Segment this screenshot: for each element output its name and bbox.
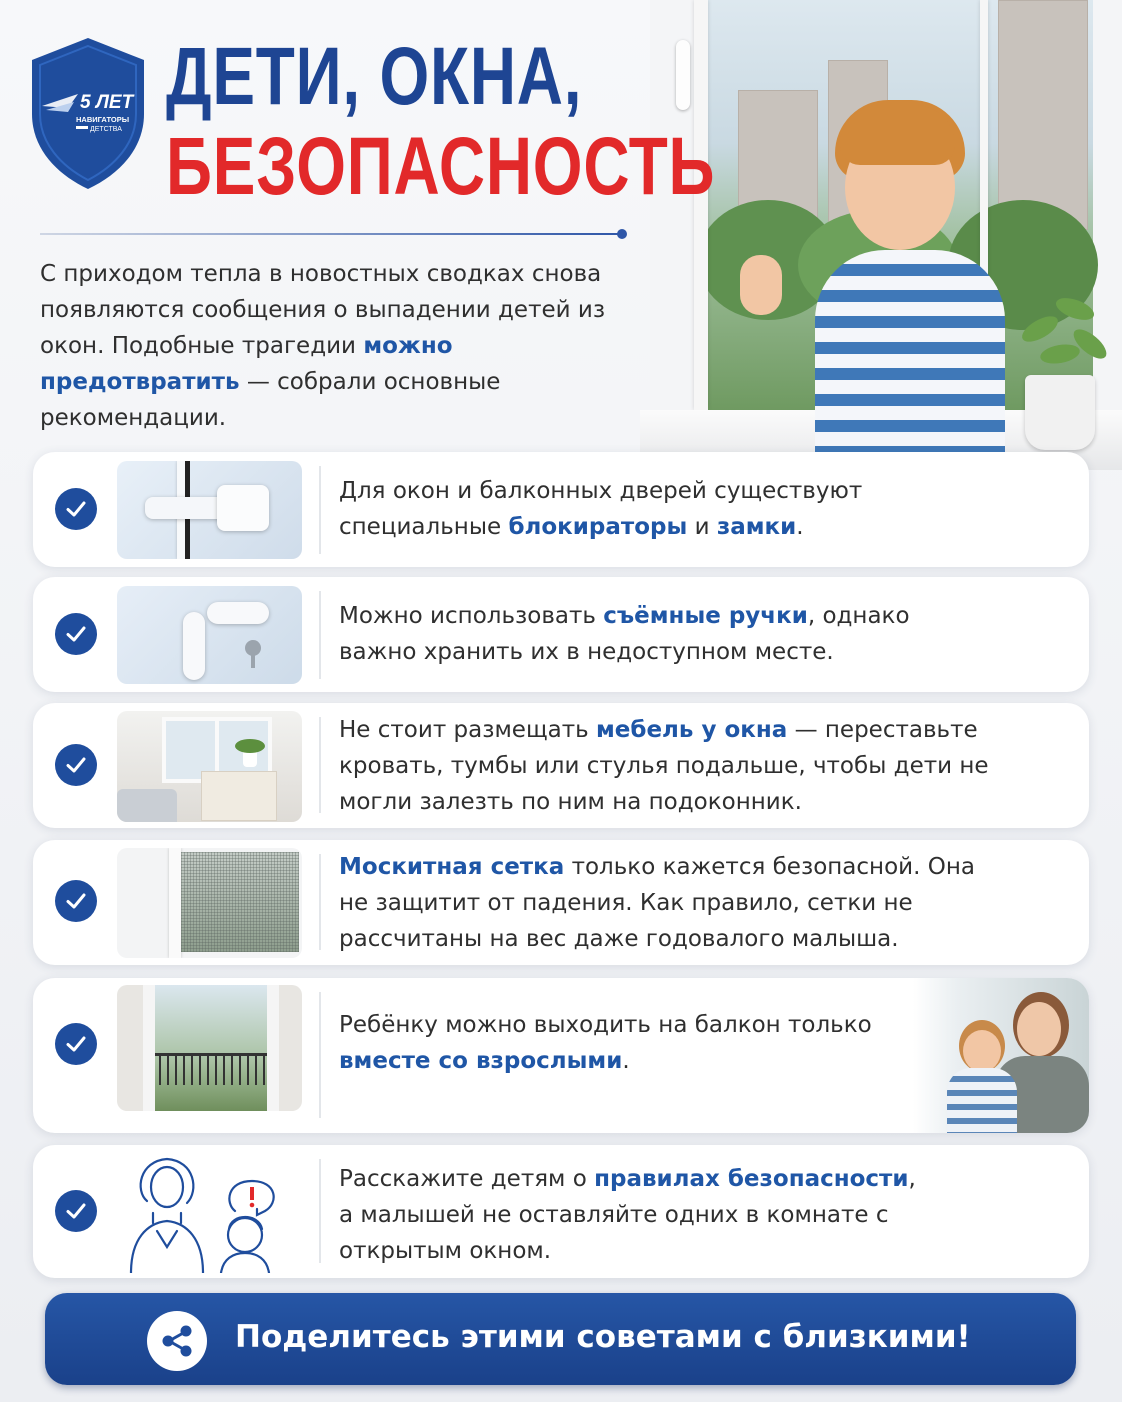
- tip-text-2: Можно использовать съёмные ручки, однако важно хранить их в недоступном месте.: [339, 603, 910, 665]
- intro-highlight: можно предотвратить: [40, 333, 453, 395]
- window-lock-image: [117, 461, 302, 559]
- removable-handle-image: [117, 586, 302, 684]
- title-line2: БЕЗОПАСНОСТЬ: [166, 121, 716, 212]
- tip-text-6: Расскажите детям о правилах безопасности, а малышей не оставляйте одних в комнате с открытым окном.: [339, 1166, 916, 1264]
- intro-paragraph: С приходом тепла в новостных сводках снова появляются сообщения о выпадении детей из окон. Подобные трагедии можно предотвратить — собрали основные рекомендации.: [40, 261, 606, 431]
- room-furniture-image: [117, 711, 302, 822]
- logo-line2: НАВИГАТОРЫ: [76, 115, 130, 124]
- tip-text-5: Ребёнку можно выходить на балкон только вместе со взрослыми.: [339, 1012, 872, 1074]
- check-icon: [55, 613, 97, 655]
- tip-card-mosquito-net: [33, 840, 1089, 965]
- tip-card-window-locks: [33, 452, 1089, 567]
- balcony-door-image: [117, 985, 302, 1111]
- tip-card-removable-handles: [33, 577, 1089, 692]
- tip-text-3: Не стоит размещать мебель у окна — переставьте кровать, тумбы или стулья подальше, чтобы дети не могли залезть по ним на подоконник.: [339, 717, 989, 815]
- share-banner-label: Поделитесь этими советами с близкими!: [235, 1319, 971, 1355]
- mosquito-net-image: [117, 848, 302, 958]
- check-icon: [55, 1023, 97, 1065]
- share-icon: [147, 1311, 207, 1371]
- title-divider: [40, 233, 622, 235]
- tip-card-furniture: [33, 703, 1089, 828]
- mother-child-photo: [913, 978, 1089, 1133]
- check-icon: [55, 488, 97, 530]
- tip-text-4: Москитная сетка только кажется безопасной. Она не защитит от падения. Как правило, сетки не рассчитаны на вес даже годовалого малыша.: [339, 854, 975, 952]
- tip-text-1: Для окон и балконных дверей существуют специальные блокираторы и замки.: [339, 478, 863, 540]
- check-icon: [55, 744, 97, 786]
- share-banner[interactable]: [45, 1293, 1076, 1385]
- exclamation-icon: [250, 1187, 255, 1207]
- hero-photo-child-at-window: [640, 0, 1122, 470]
- tip-card-balcony: [33, 978, 1089, 1133]
- title-line1: ДЕТИ, ОКНА,: [166, 31, 583, 122]
- shield-logo-icon: [28, 36, 148, 191]
- check-icon: [55, 880, 97, 922]
- parent-child-talk-illustration: [117, 1151, 302, 1273]
- tip-card-safety-rules: [33, 1145, 1089, 1278]
- logo-line3: ДЕТСТВА: [90, 126, 122, 133]
- check-icon: [55, 1190, 97, 1232]
- logo-line1: 5 ЛЕТ: [80, 92, 134, 113]
